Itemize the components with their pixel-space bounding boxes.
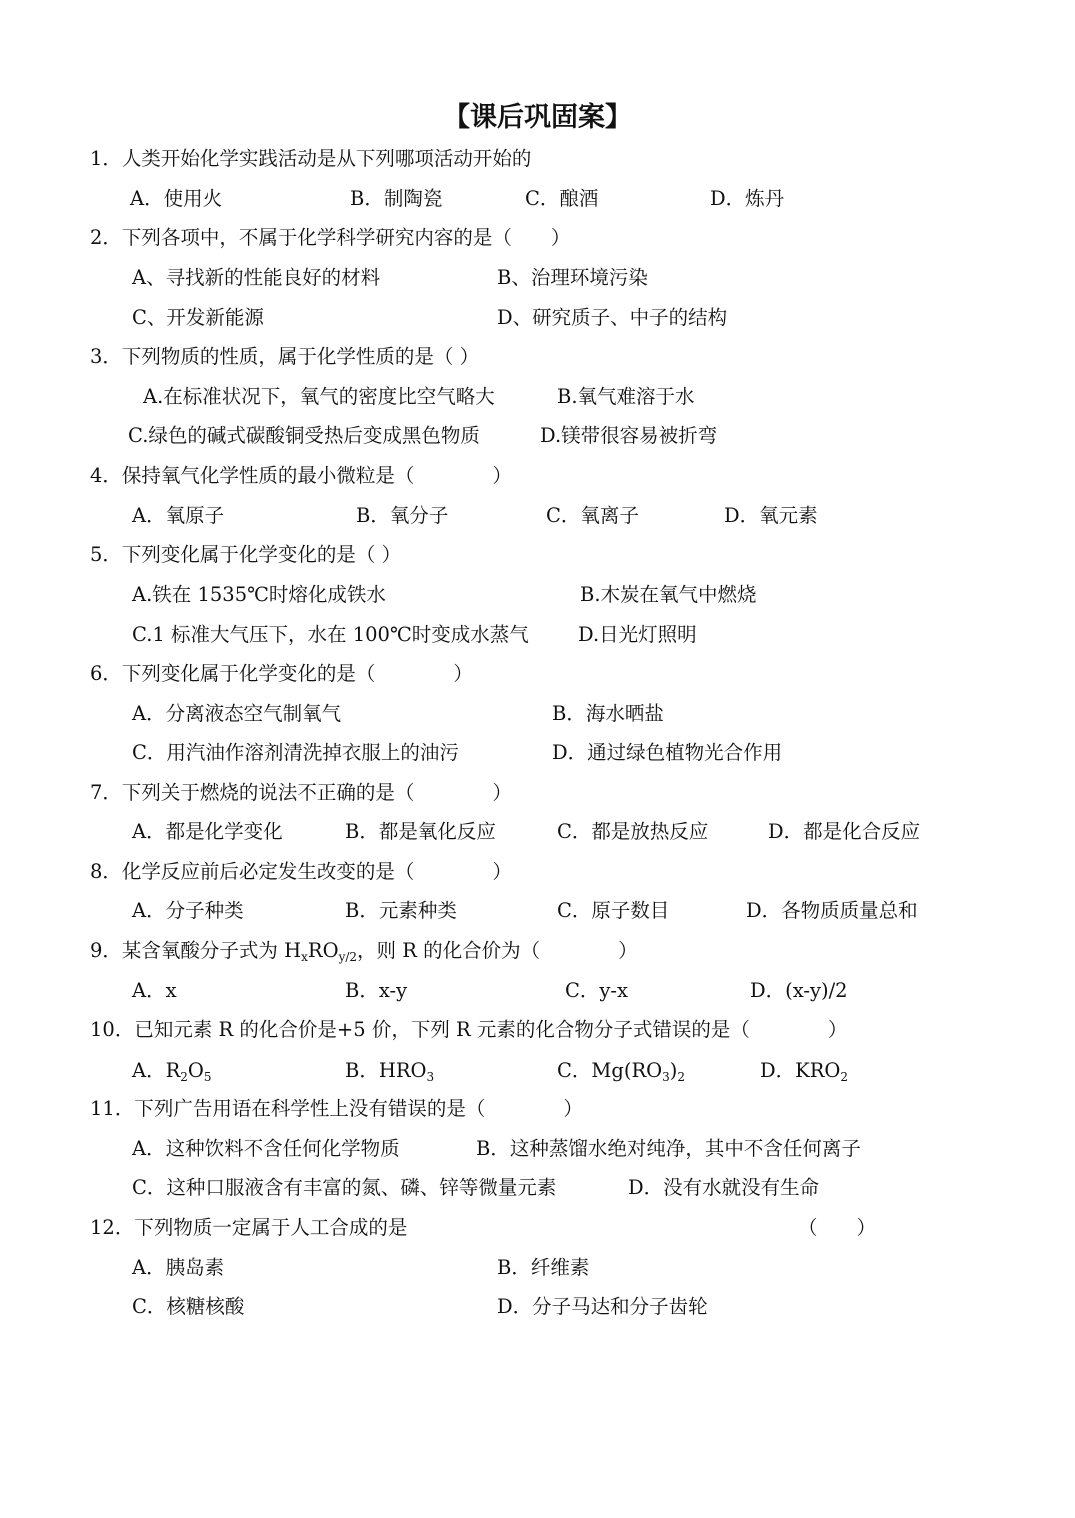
question-8-option-d: D．各物质质量总和 [746, 899, 918, 922]
question-7-option-a: A．都是化学变化 [132, 820, 283, 843]
question-11-stem: 11．下列广告用语在科学性上没有错误的是（ ） [90, 1097, 583, 1120]
question-11-option-c: C．这种口服液含有丰富的氮、磷、锌等微量元素 [132, 1176, 557, 1199]
question-1-stem: 1．人类开始化学实践活动是从下列哪项活动开始的 [90, 147, 532, 170]
page-title: 【课后巩固案】 [443, 102, 632, 133]
question-8-option-a: A．分子种类 [132, 899, 244, 922]
option-label: C．Mg(RO [557, 1059, 663, 1082]
subscript: 3 [662, 1070, 670, 1084]
question-2-option-b: B、治理环境污染 [497, 266, 648, 289]
option-label: B．HRO [345, 1059, 427, 1082]
question-12-option-c: C．核糖核酸 [132, 1295, 245, 1318]
question-4-option-c: C．氧离子 [546, 504, 639, 527]
question-12-option-d: D．分子马达和分子齿轮 [497, 1295, 708, 1318]
question-1-option-d: D．炼丹 [710, 187, 785, 210]
question-6-option-b: B．海水晒盐 [552, 702, 664, 725]
question-10-option-a [132, 1056, 212, 1086]
question-10-option-b [345, 1056, 434, 1086]
question-4-stem: 4．保持氧气化学性质的最小微粒是（ ） [90, 464, 512, 487]
question-2-stem: 2．下列各项中，不属于化学科学研究内容的是（ ） [90, 226, 571, 249]
question-8-option-b: B．元素种类 [345, 899, 457, 922]
subscript: 5 [203, 1070, 212, 1084]
question-2-option-c: C、开发新能源 [132, 306, 264, 329]
subscript: 3 [426, 1070, 435, 1084]
question-3-option-a: A.在标准状况下，氧气的密度比空气略大 [143, 385, 495, 408]
question-1-option-a: A．使用火 [130, 187, 223, 210]
question-4-option-b: B．氧分子 [356, 504, 449, 527]
question-5-option-a: A.铁在 1535℃时熔化成铁水 [132, 583, 386, 606]
question-10-option-c [557, 1056, 685, 1086]
question-12-answer-blank: （ ） [798, 1216, 877, 1239]
question-11-option-b: B．这种蒸馏水绝对纯净，其中不含任何离子 [476, 1137, 861, 1160]
option-label: D．KRO [760, 1059, 841, 1082]
question-12-stem: 12．下列物质一定属于人工合成的是 [90, 1216, 408, 1239]
subscript: 2 [677, 1070, 686, 1084]
question-6-option-c: C．用汽油作溶剂清洗掉衣服上的油污 [132, 741, 459, 764]
question-1-option-b: B．制陶瓷 [350, 187, 443, 210]
question-3-option-d: D.镁带很容易被折弯 [540, 424, 718, 447]
question-7-option-c: C．都是放热反应 [557, 820, 709, 843]
option-mid: O [187, 1059, 204, 1082]
subscript: 2 [840, 1070, 849, 1084]
question-9-option-a: A．x [132, 979, 177, 1002]
question-9-stem-text: 9．某含氧酸分子式为 H [90, 939, 302, 962]
question-5-option-d: D.日光灯照明 [578, 623, 697, 646]
question-8-option-c: C．原子数目 [557, 899, 670, 922]
question-9-option-c: C．y-x [565, 979, 629, 1002]
option-mid: ) [669, 1059, 678, 1082]
question-9-option-b: B．x-y [345, 979, 408, 1002]
question-9-subscript-y: y/2 [338, 950, 358, 964]
question-9-stem-mid: RO [307, 939, 339, 962]
question-10-option-d [760, 1056, 848, 1086]
question-6-option-a: A．分离液态空气制氧气 [132, 702, 342, 725]
option-label: A．R [132, 1059, 181, 1082]
question-1-option-c: C．酿酒 [525, 187, 599, 210]
question-6-stem: 6．下列变化属于化学变化的是（ ） [90, 662, 473, 685]
question-9-stem [90, 936, 638, 966]
question-5-option-c: C.1 标准大气压下，水在 100℃时变成水蒸气 [132, 623, 529, 646]
question-9-stem-tail: ，则 R 的化合价为（ ） [357, 939, 638, 962]
question-3-option-c: C.绿色的碱式碳酸铜受热后变成黑色物质 [128, 424, 480, 447]
question-3-option-b: B.氧气难溶于水 [557, 385, 695, 408]
question-8-stem: 8．化学反应前后必定发生改变的是（ ） [90, 860, 512, 883]
question-5-stem: 5．下列变化属于化学变化的是（ ） [90, 543, 402, 566]
question-10-stem: 10．已知元素 R 的化合价是+5 价，下列 R 元素的化合物分子式错误的是（ ） [90, 1018, 848, 1041]
question-7-stem: 7．下列关于燃烧的说法不正确的是（ ） [90, 781, 512, 804]
question-12-option-b: B．纤维素 [497, 1256, 590, 1279]
question-5-option-b: B.木炭在氧气中燃烧 [580, 583, 757, 606]
question-7-option-d: D．都是化合反应 [768, 820, 921, 843]
question-2-option-d: D、研究质子、中子的结构 [497, 306, 728, 329]
subscript: 2 [180, 1070, 188, 1084]
question-7-option-b: B．都是氧化反应 [345, 820, 496, 843]
question-4-option-d: D．氧元素 [724, 504, 818, 527]
question-11-option-a: A．这种饮料不含任何化学物质 [132, 1137, 400, 1160]
question-9-option-d: D．(x-y)/2 [750, 979, 848, 1002]
question-3-stem: 3．下列物质的性质，属于化学性质的是（ ） [90, 345, 480, 368]
question-11-option-d: D．没有水就没有生命 [628, 1176, 820, 1199]
question-6-option-d: D．通过绿色植物光合作用 [552, 741, 783, 764]
question-12-option-a: A．胰岛素 [132, 1256, 225, 1279]
question-9-subscript-x: x [301, 950, 308, 964]
question-4-option-a: A．氧原子 [132, 504, 225, 527]
question-2-option-a: A、寻找新的性能良好的材料 [132, 266, 381, 289]
